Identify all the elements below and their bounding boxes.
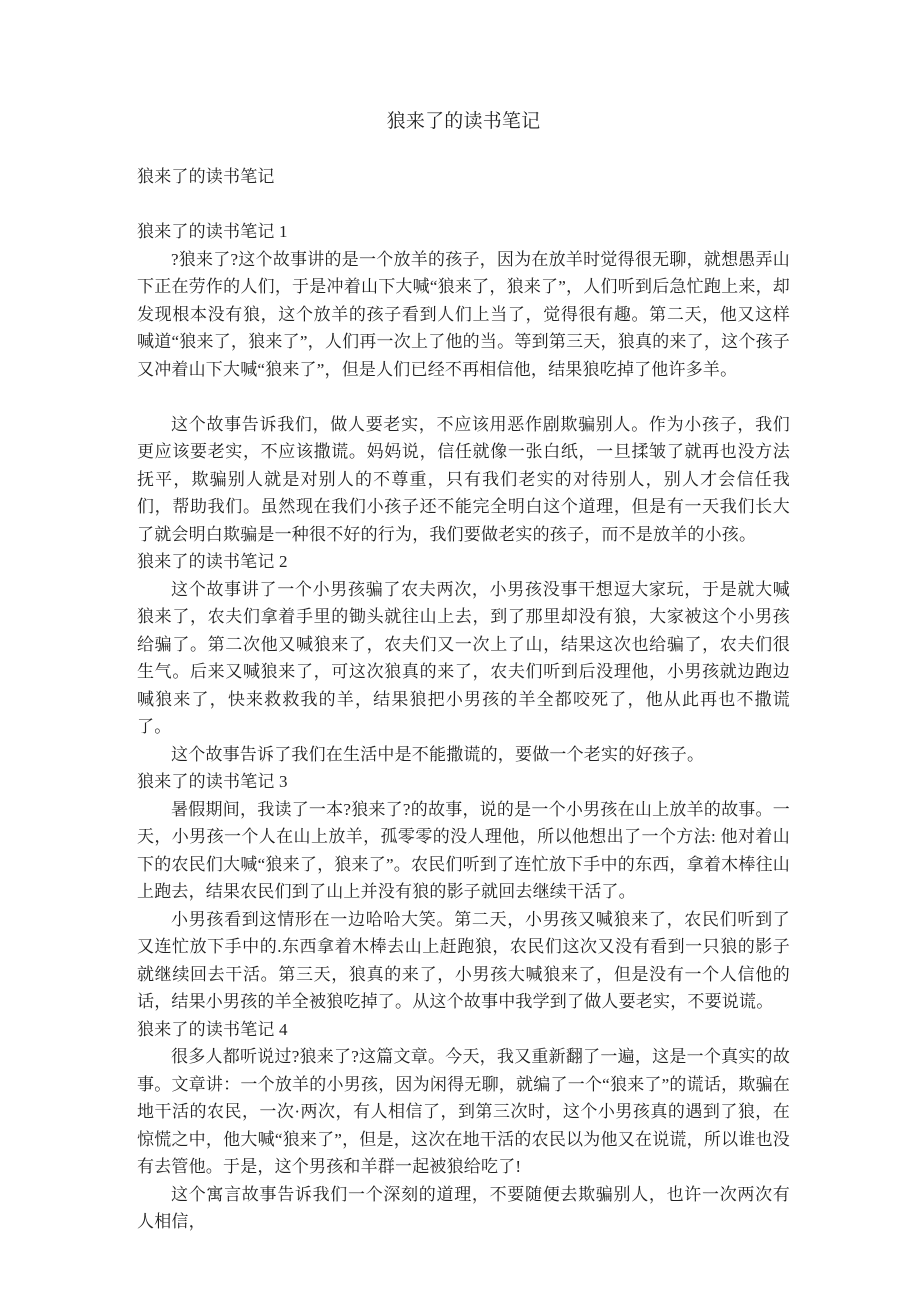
section-2-paragraph-1: 这个故事讲了一个小男孩骗了农夫两次，小男孩没事干想逗大家玩，于是就大喊狼来了，农夫们拿着手里的锄头就往山上去，到了那里却没有狼，大家被这个小男孩给骗了。第二次他又喊狼来了，农夫们又一次上了山，结果这次也给骗了，农夫们很生气。后来又喊狼来了，可这次狼真的来了，农夫们听到后没理他，小男孩就边跑边喊狼来了，快来救救我的羊，结果狼把小男孩的羊全都咬死了，他从此再也不撒谎了。	[137, 579, 790, 736]
section-1-paragraph-2: 这个故事告诉我们，做人要老实，不应该用恶作剧欺骗别人。作为小孩子，我们更应该要老实，不应该撒谎。妈妈说，信任就像一张白纸，一旦揉皱了就再也没方法抚平，欺骗别人就是对别人的不尊重，只有我们老实的对待别人，别人才会信任我们，帮助我们。虽然现在我们小孩子还不能完全明白这个道理，但是有一天我们长大了就会明白欺骗是一种很不好的行为，我们要做老实的孩子，而不是放羊的小孩。	[137, 414, 790, 544]
section-4-heading: 狼来了的读书笔记 4	[137, 1019, 288, 1039]
section-2-heading: 狼来了的读书笔记 2	[137, 552, 288, 571]
section-3	[137, 768, 790, 1016]
section-1-heading: 狼来了的读书笔记 1	[137, 222, 288, 241]
section-4	[137, 1016, 790, 1236]
section-3-paragraph-2: 小男孩看到这情形在一边哈哈大笑。第二天，小男孩又喊狼来了，农民们听到了又连忙放下手中的.东西拿着木棒去山上赶跑狼，农民们这次又没有看到一只狼的影子就继续回去干活。第三天，狼真的来了，小男孩大喊狼来了，但是没有一个人信他的话，结果小男孩的羊全被狼吃掉了。从这个故事中我学到了做人要老实，不要说谎。	[137, 909, 790, 1011]
section-2-paragraph-2: 这个故事告诉了我们在生活中是不能撒谎的，要做一个老实的好孩子。	[171, 744, 705, 764]
section-3-heading: 狼来了的读书笔记 3	[137, 772, 288, 791]
section-2	[137, 548, 790, 768]
section-4-paragraph-2: 这个寓言故事告诉我们一个深刻的道理，不要随便去欺骗别人，也许一次两次有人相信，	[137, 1184, 790, 1231]
document-title: 狼来了的读书笔记	[386, 111, 541, 132]
section-4-paragraph-1: 很多人都听说过?狼来了?这篇文章。今天，我又重新翻了一遍，这是一个真实的故事。文章讲：一个放羊的小男孩，因为闲得无聊，就编了一个“狼来了”的谎话，欺骗在地干活的农民，一次·两次，有人相信了，到第三次时，这个小男孩真的遇到了狼，在惊慌之中，他大喊“狼来了”，但是，这次在地干活的农民以为他又在说谎，所以谁也没有去管他。于是，这个男孩和羊群一起被狼给吃了!	[137, 1047, 790, 1176]
section-3-paragraph-1: 暑假期间，我读了一本?狼来了?的故事，说的是一个小男孩在山上放羊的故事。一天，小男孩一个人在山上放羊，孤零零的没人理他，所以他想出了一个方法: 他对着山下的农民们大喊“狼来了，狼来了”。农民们听到了连忙放下手中的东西，拿着木棒往山上跑去，结果农民们到了山上并没有狼的影子就回去继续干活了。	[137, 799, 790, 901]
document-subtitle: 狼来了的读书笔记	[137, 167, 275, 186]
section-1	[137, 218, 790, 548]
section-1-paragraph-1: ?狼来了?这个故事讲的是一个放羊的孩子，因为在放羊时觉得很无聊，就想愚弄山下正在劳作的人们，于是冲着山下大喊“狼来了，狼来了”，人们听到后急忙跑上来，却发现根本没有狼，这个放羊的孩子看到人们上当了，觉得很有趣。第二天，他又这样喊道“狼来了，狼来了”，人们再一次上了他的当。等到第三天，狼真的来了，这个孩子又冲着山下大喊“狼来了”，但是人们已经不再相信他，结果狼吃掉了他许多羊。	[137, 249, 790, 379]
